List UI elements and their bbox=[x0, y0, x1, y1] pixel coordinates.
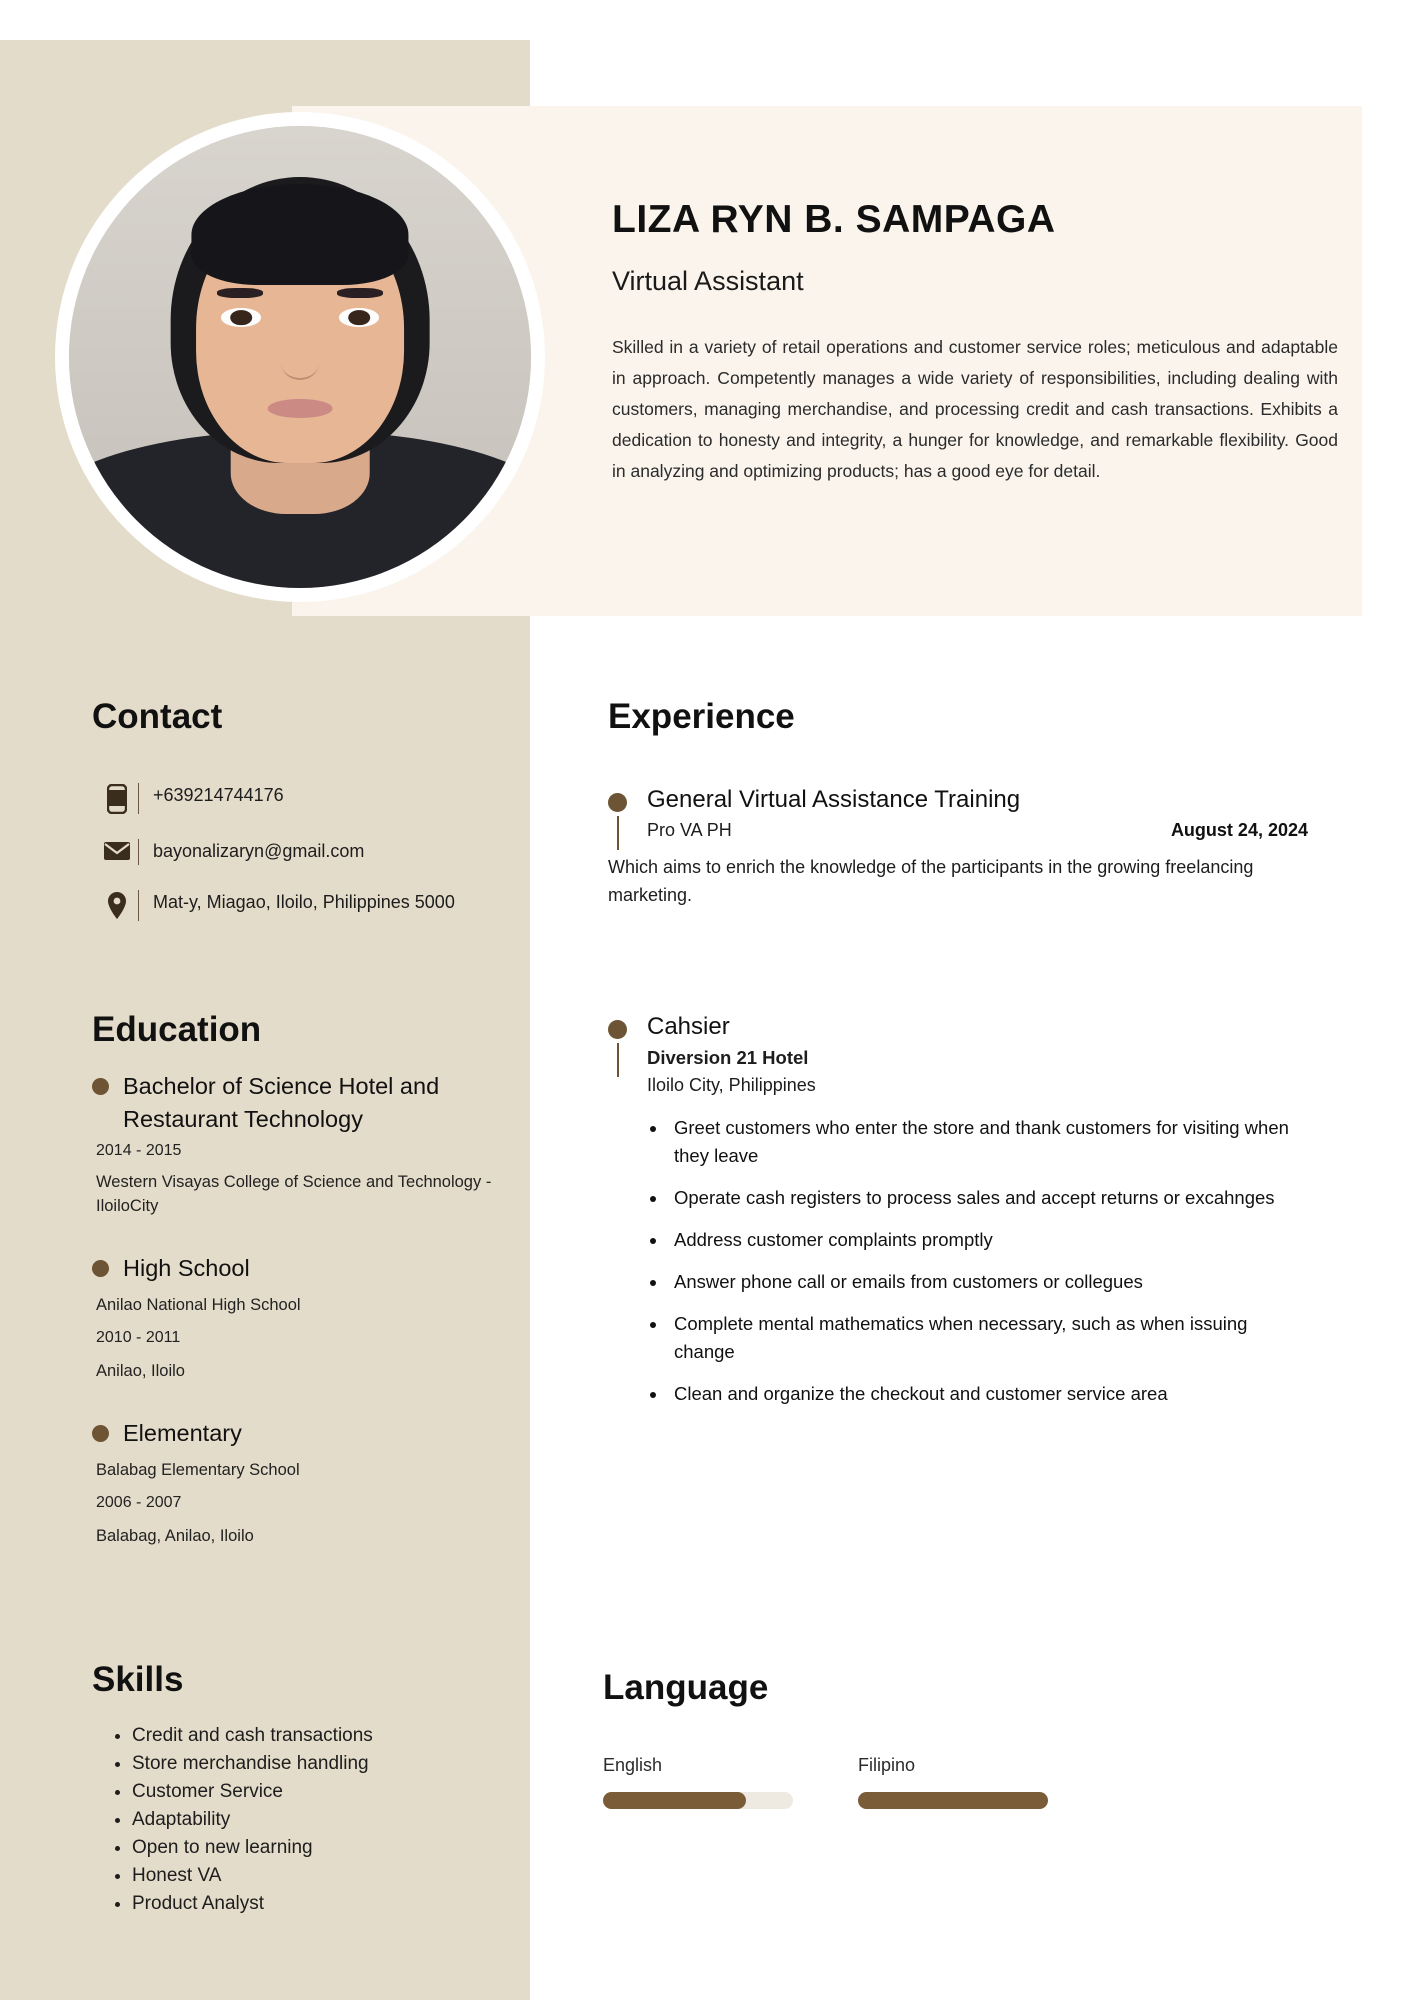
list-item: • Greet customers who enter the store and thank customers for visiting when they leave bbox=[668, 1114, 1308, 1170]
education-title: High School bbox=[123, 1255, 250, 1281]
experience-org: Diversion 21 Hotel bbox=[647, 1047, 809, 1068]
experience-org: Pro VA PH bbox=[647, 820, 732, 840]
experience-date: August 24, 2024 bbox=[1170, 820, 1308, 840]
language-level-bar bbox=[858, 1792, 1048, 1809]
job-role: Virtual Assistant bbox=[612, 266, 804, 296]
experience-title: General Virtual Assistance Training bbox=[647, 786, 1021, 813]
contact-list bbox=[100, 783, 520, 946]
language-label: English bbox=[603, 1755, 663, 1775]
divider bbox=[138, 839, 139, 865]
timeline-stem bbox=[617, 1043, 619, 1077]
education-years: 2010 - 2011 bbox=[96, 1329, 181, 1346]
experience-description: Which aims to enrich the knowledge of the participants in the growing freelancing marketing. bbox=[608, 857, 1254, 905]
address-value: Mat-y, Miagao, Iloilo, Philippines 5000 bbox=[153, 892, 455, 912]
language-item-english bbox=[603, 1755, 793, 1809]
contact-heading: Contact bbox=[92, 697, 223, 736]
list-item: • Operate cash registers to process sales and accept returns or excahnges bbox=[668, 1184, 1308, 1212]
bullet-dot-icon bbox=[92, 1425, 109, 1442]
education-school: Western Visayas College of Science and Technology - IloiloCity bbox=[96, 1173, 492, 1215]
education-years: 2006 - 2007 bbox=[96, 1494, 182, 1511]
timeline-stem bbox=[617, 816, 619, 850]
experience-list bbox=[608, 786, 1308, 1422]
list-item: • Adaptability bbox=[132, 1806, 373, 1834]
bullet-dot-icon bbox=[92, 1078, 109, 1095]
education-item bbox=[92, 1417, 512, 1548]
language-item-filipino bbox=[858, 1755, 1048, 1809]
profile-summary: Skilled in a variety of retail operations and customer service roles; meticulous and adaptable in approach. Competently manages a wide variety of responsibilities, including dealing with customers, managing merchandise, and processing credit and cash transactions. Exhibits a dedication to honesty and integrity, a hunger for knowledge, and remarkable flexibility. Good in analyzing and optimizing products; has a good eye for detail. bbox=[612, 337, 1338, 481]
location-pin-icon bbox=[100, 890, 134, 921]
contact-phone-row bbox=[100, 783, 520, 814]
language-heading: Language bbox=[603, 1668, 769, 1707]
list-item: • Store merchandise handling bbox=[132, 1750, 373, 1778]
experience-item bbox=[608, 786, 1308, 909]
skills-heading: Skills bbox=[92, 1660, 184, 1699]
language-level-bar bbox=[603, 1792, 793, 1809]
education-item bbox=[92, 1252, 512, 1383]
divider bbox=[138, 783, 139, 814]
experience-title: Cahsier bbox=[647, 1013, 730, 1040]
contact-address-row bbox=[100, 890, 520, 921]
education-school: Balabag Elementary School bbox=[96, 1461, 300, 1479]
education-years: 2014 - 2015 bbox=[96, 1142, 182, 1159]
list-item: • Address customer complaints promptly bbox=[668, 1226, 1308, 1254]
education-location: Anilao, Iloilo bbox=[96, 1362, 185, 1380]
page-title: LIZA RYN B. SAMPAGA bbox=[612, 198, 1056, 241]
education-title: Bachelor of Science Hotel and Restaurant Technology bbox=[123, 1073, 440, 1132]
language-label: Filipino bbox=[858, 1755, 916, 1775]
language-level-fill bbox=[603, 1792, 746, 1809]
list-item: • Honest VA bbox=[132, 1862, 373, 1890]
email-value: bayonalizaryn@gmail.com bbox=[153, 841, 365, 861]
education-item bbox=[92, 1070, 512, 1218]
education-title: Elementary bbox=[123, 1420, 242, 1446]
phone-icon bbox=[100, 783, 134, 814]
phone-value: +639214744176 bbox=[153, 785, 284, 805]
education-location: Balabag, Anilao, Iloilo bbox=[96, 1527, 254, 1545]
experience-bullets bbox=[668, 1114, 1308, 1408]
list-item: • Product Analyst bbox=[132, 1890, 373, 1918]
list-item: • Clean and organize the checkout and customer service area bbox=[668, 1380, 1308, 1408]
list-item: • Customer Service bbox=[132, 1778, 373, 1806]
list-item: • Answer phone call or emails from customers or collegues bbox=[668, 1268, 1308, 1296]
contact-email-row bbox=[100, 839, 520, 865]
email-icon bbox=[100, 839, 134, 862]
experience-heading: Experience bbox=[608, 697, 795, 736]
bullet-dot-icon bbox=[608, 793, 627, 812]
language-level-fill bbox=[858, 1792, 1048, 1809]
profile-photo bbox=[69, 126, 531, 588]
education-list bbox=[92, 1070, 512, 1574]
experience-item bbox=[608, 1013, 1308, 1408]
list-item: • Open to new learning bbox=[132, 1834, 373, 1862]
list-item: • Credit and cash transactions bbox=[132, 1722, 373, 1750]
bullet-dot-icon bbox=[92, 1260, 109, 1277]
education-school: Anilao National High School bbox=[96, 1296, 301, 1314]
education-heading: Education bbox=[92, 1010, 262, 1049]
bullet-dot-icon bbox=[608, 1020, 627, 1039]
divider bbox=[138, 890, 139, 921]
experience-location: Iloilo City, Philippines bbox=[647, 1075, 816, 1095]
skills-list bbox=[112, 1722, 373, 1918]
avatar bbox=[55, 112, 545, 602]
list-item: • Complete mental mathematics when necessary, such as when issuing change bbox=[668, 1310, 1308, 1366]
